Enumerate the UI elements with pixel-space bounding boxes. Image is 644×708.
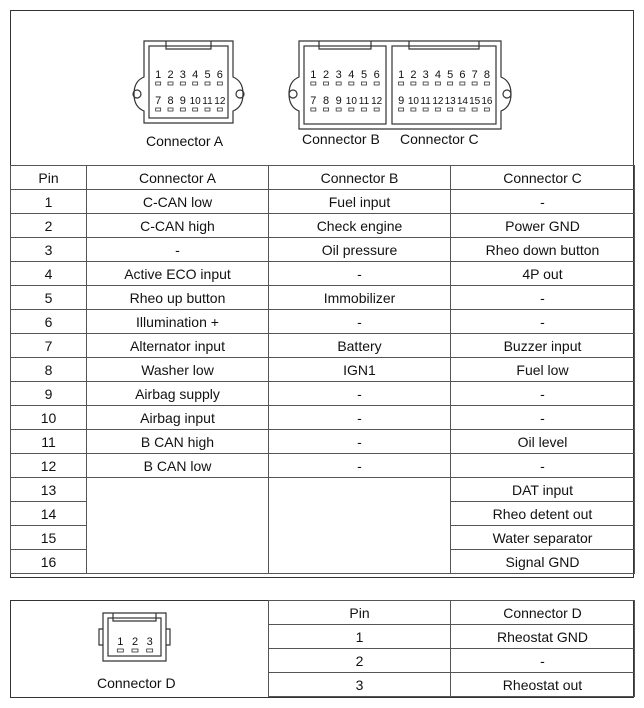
connector-b-cell: Fuel input: [269, 190, 451, 214]
connector-a-pin-number: 1: [155, 69, 162, 81]
connector-b-cell: -: [269, 406, 451, 430]
connector-a-cell: Washer low: [87, 358, 269, 382]
pin-cell: 11: [11, 430, 87, 454]
connector-b-pin-slot: [349, 108, 354, 111]
pin-cell: 2: [11, 214, 87, 238]
connector-c-cell: Signal GND: [451, 550, 635, 574]
connector-a-pin-slot: [217, 82, 222, 85]
connector-b-cell: Oil pressure: [269, 238, 451, 262]
connector-a-pin-number: 12: [214, 96, 226, 107]
connector-b-cell: -: [269, 382, 451, 406]
pin-cell: 8: [11, 358, 87, 382]
connector-a-pin-slot: [156, 82, 161, 85]
connector-b-pin-number: 9: [335, 95, 342, 107]
column-header: Pin: [11, 166, 87, 190]
table-row: [11, 334, 635, 358]
pin-cell: 4: [11, 262, 87, 286]
connector-a-cell: -: [87, 238, 269, 262]
connector-d-pin-slot: [132, 649, 138, 652]
connector-c-pin-slot: [399, 108, 404, 111]
connector-b-pin-slot: [362, 82, 367, 85]
connector-a-pin-slot: [205, 108, 210, 111]
table-row: [11, 262, 635, 286]
connector-d-pin-number: 1: [117, 636, 124, 648]
connector-a-pin-slot: [205, 82, 210, 85]
pin-cell: 16: [11, 550, 87, 574]
connector-c-cell: -: [451, 190, 635, 214]
pin-cell: 13: [11, 478, 87, 502]
table-row: [269, 625, 635, 649]
connector-c-cell: Oil level: [451, 430, 635, 454]
connector-a-pin-slot: [168, 82, 173, 85]
connector-a-pin-slot: [168, 108, 173, 111]
connector-c-pin-slot: [423, 108, 428, 111]
pin-cell: 2: [269, 649, 451, 673]
connector-b-pin-number: 10: [345, 96, 357, 107]
connector-c-pin-number: 3: [422, 69, 429, 81]
empty-connector-b-cell: [269, 478, 451, 574]
connector-c-pin-number: 4: [434, 69, 441, 81]
connector-b-pin-number: 5: [360, 69, 368, 81]
table-header-row: [11, 166, 635, 190]
connector-c-pin-number: 6: [459, 69, 466, 81]
connector-c-cell: Water separator: [451, 526, 635, 550]
table-row: [11, 358, 635, 382]
table-header-row: [269, 601, 635, 625]
connector-a-pin-number: 10: [189, 96, 201, 107]
connector-c-pin-number: 1: [398, 69, 405, 81]
connector-a-pin-slot: [217, 108, 222, 111]
connector-c-pin-slot: [472, 108, 477, 111]
connector-d-pin-slot: [147, 649, 153, 652]
connector-c-pin-number: 2: [410, 69, 417, 81]
column-header: Connector D: [451, 601, 635, 625]
column-header: Connector A: [87, 166, 269, 190]
connector-c-pin-number: 11: [420, 96, 431, 107]
connector-d-table: [268, 600, 635, 697]
connector-c-pin-slot: [472, 82, 477, 85]
pin-cell: 10: [11, 406, 87, 430]
connector-c-pin-number: 7: [471, 69, 478, 81]
table-row: [11, 406, 635, 430]
connector-c-pin-slot: [435, 108, 440, 111]
connector-a-pin-number: 7: [155, 95, 162, 107]
pinout-panel: [10, 10, 634, 578]
pin-cell: 5: [11, 286, 87, 310]
connector-c-cell: -: [451, 382, 635, 406]
connector-a-pin-slot: [193, 82, 198, 85]
connector-b-pin-number: 1: [310, 69, 317, 81]
connector-c-cell: Fuel low: [451, 358, 635, 382]
table-row: [11, 310, 635, 334]
connector-c-pin-number: 16: [481, 96, 493, 107]
connector-b-pin-number: 11: [358, 96, 370, 107]
connector-b-pin-slot: [324, 82, 329, 85]
connector-c-cell: Rheo detent out: [451, 502, 635, 526]
table-row: [269, 649, 635, 673]
connector-a-caption: Connector A: [146, 133, 224, 149]
connector-b-pin-number: 7: [310, 95, 317, 107]
connector-b-cell: -: [269, 454, 451, 478]
table-row: [269, 673, 635, 697]
connector-d-cell: Rheostat GND: [451, 625, 635, 649]
connector-b-pin-slot: [349, 82, 354, 85]
connector-c-cell: DAT input: [451, 478, 635, 502]
connector-c-pin-slot: [399, 82, 404, 85]
connector-a-cell: C-CAN low: [87, 190, 269, 214]
connector-c-pin-number: 5: [447, 69, 454, 81]
connector-b-cell: IGN1: [269, 358, 451, 382]
connector-a-cell: Alternator input: [87, 334, 269, 358]
column-header: Pin: [269, 601, 451, 625]
connector-b-pin-slot: [324, 108, 329, 111]
pin-cell: 1: [11, 190, 87, 214]
connector-a-cell: B CAN low: [87, 454, 269, 478]
connector-a-pin-slot: [156, 108, 161, 111]
connector-b-pin-slot: [336, 108, 341, 111]
connector-d-cell: Rheostat out: [451, 673, 635, 697]
connector-a-pin-number: 2: [167, 69, 174, 81]
connector-b-pin-slot: [374, 108, 379, 111]
connector-a-pin-number: 8: [167, 95, 174, 107]
connector-b-cell: -: [269, 310, 451, 334]
connector-a-pin-number: 6: [216, 69, 223, 81]
connector-a-cell: C-CAN high: [87, 214, 269, 238]
connector-b-pin-slot: [374, 82, 379, 85]
connector-c-pin-number: 14: [456, 96, 468, 107]
connector-d-pin-slot: [117, 649, 123, 652]
connector-d-diagram: [11, 601, 269, 697]
connector-a-cell: Airbag supply: [87, 382, 269, 406]
column-header: Connector C: [451, 166, 635, 190]
connector-a-cell: Rheo up button: [87, 286, 269, 310]
connector-c-pin-slot: [411, 108, 416, 111]
connector-b-pin-number: 4: [348, 69, 355, 81]
connector-b-pin-number: 6: [373, 69, 380, 81]
pin-cell: 15: [11, 526, 87, 550]
connector-b-pin-number: 2: [322, 69, 330, 81]
empty-connector-a-cell: [87, 478, 269, 574]
table-row: [11, 454, 635, 478]
connector-c-pin-number: 8: [483, 69, 490, 81]
connector-c-pin-slot: [448, 82, 453, 85]
connector-b-cell: Immobilizer: [269, 286, 451, 310]
pin-table: [10, 165, 635, 574]
pin-cell: 12: [11, 454, 87, 478]
connector-a-cell: Airbag input: [87, 406, 269, 430]
connector-c-pin-slot: [435, 82, 440, 85]
connector-b-pin-slot: [336, 82, 341, 85]
connector-c-cell: Buzzer input: [451, 334, 635, 358]
table-row: [11, 286, 635, 310]
connector-c-pin-slot: [423, 82, 428, 85]
connector-b-pin-number: 3: [335, 69, 342, 81]
connector-d-caption: Connector D: [97, 675, 176, 691]
connector-c-cell: 4P out: [451, 262, 635, 286]
connector-a-pin-number: 11: [202, 96, 213, 107]
connector-c-caption: Connector C: [400, 131, 479, 147]
pin-cell: 3: [269, 673, 451, 697]
connector-b-pin-slot: [311, 108, 316, 111]
connector-a-cell: Active ECO input: [87, 262, 269, 286]
connector-a-pin-number: 4: [192, 69, 199, 81]
connector-b-cell: Check engine: [269, 214, 451, 238]
connector-c-cell: -: [451, 310, 635, 334]
connector-a-pin-slot: [193, 108, 198, 111]
connector-c-pin-number: 10: [407, 96, 419, 107]
connector-c-pin-slot: [484, 108, 489, 111]
connector-a-pin-slot: [180, 82, 185, 85]
table-row: [11, 238, 635, 262]
table-row: [11, 430, 635, 454]
pin-cell: 7: [11, 334, 87, 358]
connector-b-cell: Battery: [269, 334, 451, 358]
connector-c-pin-slot: [460, 82, 465, 85]
pin-cell: 9: [11, 382, 87, 406]
connector-d-cell: -: [451, 649, 635, 673]
table-row: [11, 190, 635, 214]
connector-c-pin-slot: [460, 108, 465, 111]
connector-c-pin-number: 9: [398, 95, 405, 107]
connector-c-cell: Power GND: [451, 214, 635, 238]
column-header: Connector B: [269, 166, 451, 190]
pin-cell: 1: [269, 625, 451, 649]
connector-b-caption: Connector B: [302, 131, 380, 147]
connector-b-pin-slot: [362, 108, 367, 111]
connector-diagram: [11, 11, 633, 166]
connector-c-pin-slot: [448, 108, 453, 111]
connector-c-pin-number: 15: [469, 96, 481, 107]
connector-d-pin-number: 2: [131, 636, 139, 648]
connector-b-pin-slot: [311, 82, 316, 85]
pin-cell: 6: [11, 310, 87, 334]
table-row: [11, 478, 635, 502]
connector-a-pin-slot: [180, 108, 185, 111]
connector-c-pin-number: 12: [432, 96, 444, 107]
table-row: [11, 382, 635, 406]
connector-c-pin-number: 13: [444, 96, 456, 107]
connector-a-pin-number: 5: [204, 69, 211, 81]
connector-b-cell: -: [269, 430, 451, 454]
connector-c-pin-slot: [484, 82, 489, 85]
connector-a-pin-number: 9: [179, 95, 186, 107]
connector-a-cell: B CAN high: [87, 430, 269, 454]
connector-d-pin-number: 3: [146, 636, 153, 648]
connector-c-cell: -: [451, 454, 635, 478]
connector-c-cell: Rheo down button: [451, 238, 635, 262]
pin-cell: 3: [11, 238, 87, 262]
connector-b-cell: -: [269, 262, 451, 286]
connector-c-cell: -: [451, 286, 635, 310]
table-row: [11, 214, 635, 238]
connector-a-pin-number: 3: [179, 69, 186, 81]
connector-b-pin-number: 8: [322, 95, 330, 107]
connector-b-pin-number: 12: [371, 96, 383, 107]
connector-a-cell: Illumination +: [87, 310, 269, 334]
connector-d-panel: [10, 600, 634, 698]
connector-c-cell: -: [451, 406, 635, 430]
pin-cell: 14: [11, 502, 87, 526]
connector-c-pin-slot: [411, 82, 416, 85]
